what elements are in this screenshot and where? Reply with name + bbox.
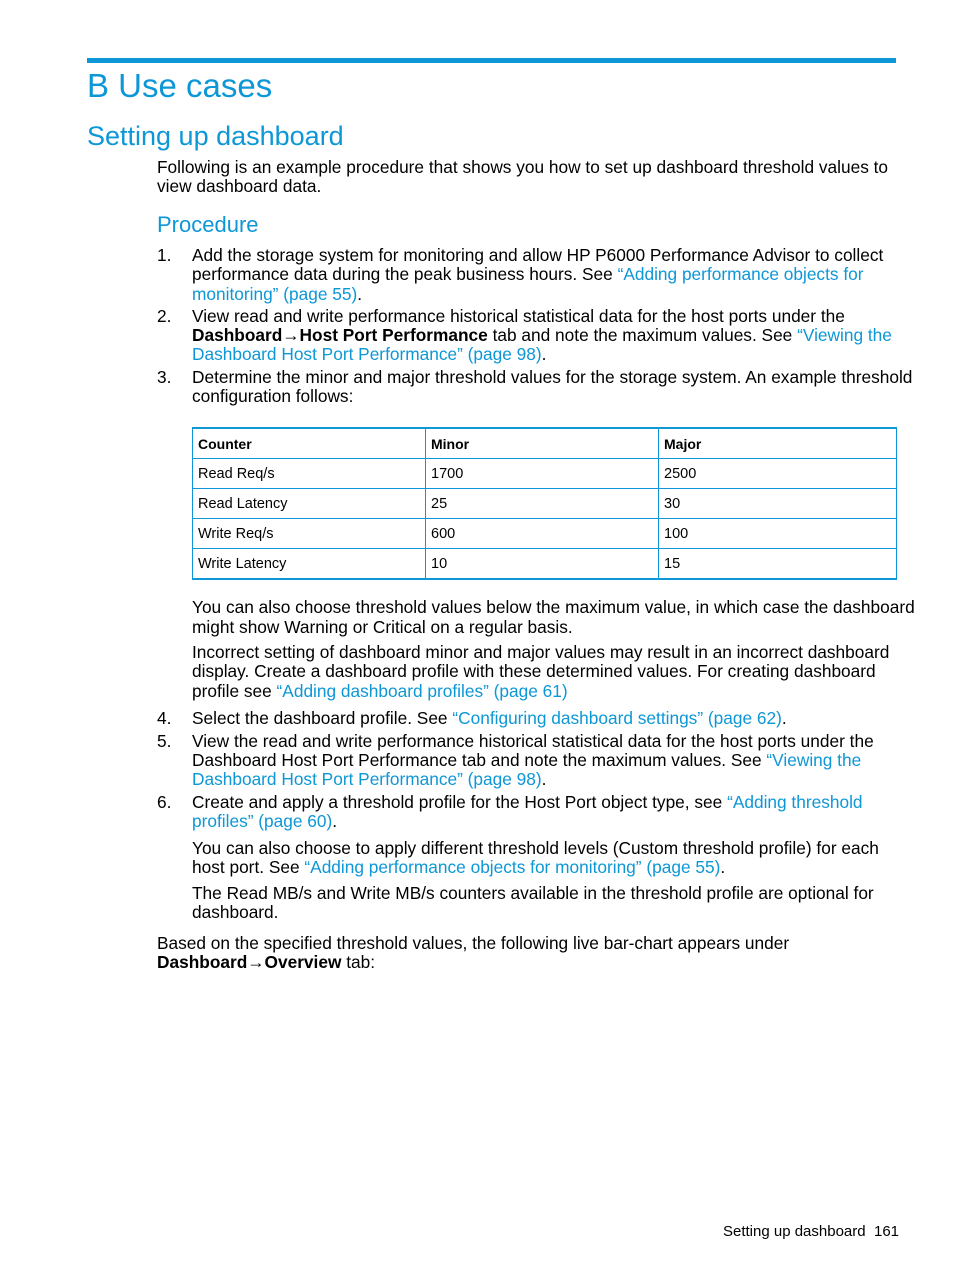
table-header-row	[193, 428, 897, 459]
table-cell: Write Req/s	[193, 519, 426, 549]
step-number: 4.	[157, 708, 172, 728]
table-cell: 100	[659, 519, 897, 549]
procedure-heading: Procedure	[157, 212, 259, 237]
step-6-line-1: Create and apply a threshold profile for the Host Port object type, see “Adding threshold	[192, 792, 863, 812]
table-cell: Write Latency	[193, 549, 426, 580]
chapter-rule	[87, 58, 896, 63]
step-1-line-2: performance data during the peak business hours. See “Adding performance objects for	[192, 264, 864, 284]
column-header: Minor	[426, 428, 659, 459]
table-row	[193, 549, 897, 580]
table-cell: 10	[426, 549, 659, 580]
intro-line-2: view dashboard data.	[157, 176, 322, 196]
table-cell: 30	[659, 489, 897, 519]
step-2-line-1: View read and write performance historical statistical data for the host ports under the	[192, 306, 845, 326]
table-cell: Read Latency	[193, 489, 426, 519]
column-header: Counter	[193, 428, 426, 459]
step-3-line-2: configuration follows:	[192, 386, 354, 406]
step-6-note-1-line-1: You can also choose to apply different threshold levels (Custom threshold profile) for each	[192, 838, 879, 858]
step-3-note-2-line-1: Incorrect setting of dashboard minor and major values may result in an incorrect dashboard	[192, 642, 890, 662]
link-adding-dashboard-profiles[interactable]: “Adding dashboard profiles” (page 61)	[276, 681, 568, 701]
table-cell: 2500	[659, 459, 897, 489]
link-viewing-host-port-2-cont[interactable]: Dashboard Host Port Performance” (page 98)	[192, 769, 542, 789]
step-3-note-1-line-1: You can also choose threshold values below the maximum value, in which case the dashboard	[192, 597, 915, 617]
step-3-note-2-line-3: profile see “Adding dashboard profiles” (page 61)	[192, 681, 568, 701]
link-adding-threshold-profiles-cont[interactable]: profiles” (page 60)	[192, 811, 333, 831]
section-title: Setting up dashboard	[87, 121, 344, 151]
step-6-note-1-line-2: host port. See “Adding performance objects for monitoring” (page 55).	[192, 857, 726, 877]
table-row	[193, 519, 897, 549]
footer-page-number: 161	[874, 1223, 900, 1240]
step-number: 2.	[157, 306, 172, 326]
step-1-line-3: monitoring” (page 55).	[192, 284, 363, 304]
step-5-line-2: Dashboard Host Port Performance tab and note the maximum values. See “Viewing the	[192, 750, 862, 770]
table-row	[193, 459, 897, 489]
step-2-line-3: Dashboard Host Port Performance” (page 98).	[192, 344, 547, 364]
threshold-table	[192, 427, 897, 580]
footer-section-label: Setting up dashboard	[723, 1223, 866, 1240]
step-6-line-2: profiles” (page 60).	[192, 811, 338, 831]
step-3-line-1: Determine the minor and major threshold values for the storage system. An example threshold	[192, 367, 913, 387]
chapter-title: B Use cases	[87, 67, 273, 104]
step-4-line-1: Select the dashboard profile. See “Configuring dashboard settings” (page 62).	[192, 708, 787, 728]
table-cell: 1700	[426, 459, 659, 489]
table-cell: 15	[659, 549, 897, 580]
closing-line-2: Dashboard→Overview tab:	[157, 952, 376, 972]
table-cell: 600	[426, 519, 659, 549]
link-configuring-dashboard-settings[interactable]: “Configuring dashboard settings” (page 62)	[452, 708, 782, 728]
step-5-line-3: Dashboard Host Port Performance” (page 98).	[192, 769, 547, 789]
intro-line-1: Following is an example procedure that shows you how to set up dashboard threshold values to	[157, 157, 889, 177]
step-2-line-2: Dashboard→Host Port Performance tab and note the maximum values. See “Viewing the	[192, 325, 892, 345]
step-number: 6.	[157, 792, 172, 812]
step-number: 1.	[157, 245, 172, 265]
table-row	[193, 489, 897, 519]
step-number: 3.	[157, 367, 172, 387]
link-viewing-host-port-2[interactable]: “Viewing the	[766, 750, 862, 770]
link-adding-performance-objects-2[interactable]: “Adding performance objects for monitoring” (page 55)	[304, 857, 721, 877]
table-cell: Read Req/s	[193, 459, 426, 489]
link-viewing-host-port-cont[interactable]: Dashboard Host Port Performance” (page 98)	[192, 344, 542, 364]
step-5-line-1: View the read and write performance historical statistical data for the host ports under the	[192, 731, 874, 751]
step-3-note-2-line-2: display. Create a dashboard profile with these determined values. For creating dashboard	[192, 661, 876, 681]
table-cell: 25	[426, 489, 659, 519]
step-1-line-1: Add the storage system for monitoring and allow HP P6000 Performance Advisor to collect	[192, 245, 884, 265]
closing-line-1: Based on the specified threshold values, the following live bar-chart appears under	[157, 933, 790, 953]
link-adding-performance-objects-cont[interactable]: monitoring” (page 55)	[192, 284, 358, 304]
link-adding-performance-objects[interactable]: “Adding performance objects for	[617, 264, 864, 284]
column-header: Major	[659, 428, 897, 459]
step-6-note-2-line-1: The Read MB/s and Write MB/s counters available in the threshold profile are optional for	[192, 883, 874, 903]
step-number: 5.	[157, 731, 172, 751]
link-viewing-host-port[interactable]: “Viewing the	[797, 325, 892, 345]
link-adding-threshold-profiles[interactable]: “Adding threshold	[727, 792, 863, 812]
step-6-note-2-line-2: dashboard.	[192, 902, 279, 922]
step-3-note-1-line-2: might show Warning or Critical on a regular basis.	[192, 617, 573, 637]
